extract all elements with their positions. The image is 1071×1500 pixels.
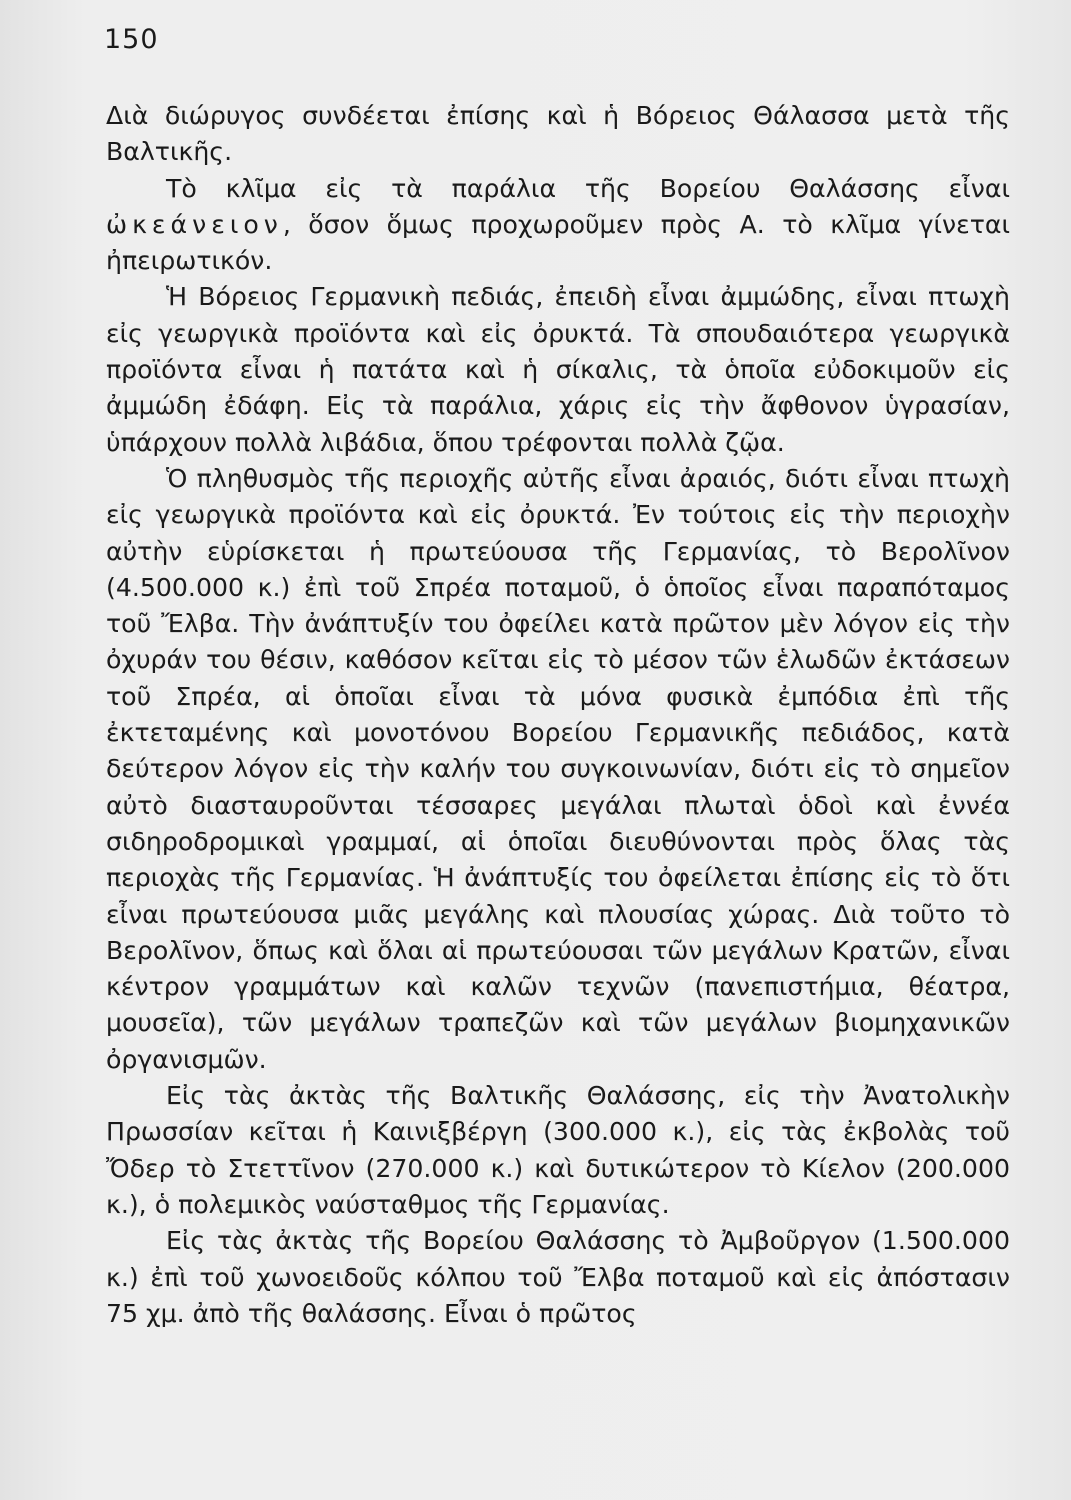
body-text [106,98,1010,1332]
paragraph-5: Εἰς τὰς ἀκτὰς τῆς Βαλτικῆς Θαλάσσης, εἰς τὴν Ἀνατολικὴν Πρωσσίαν κεῖται ἡ Καινιξβέργη (300.000 κ.), εἰς τὰς ἐκβολὰς τοῦ Ὄδερ τὸ Στεττῖνον (270.000 κ.) καὶ δυτικώτερον τὸ Κίελον (200.000 κ.), ὁ πολεμικὸς ναύσταθμος τῆς Γερμανίας. [106,1081,1010,1219]
paragraph-6: Εἰς τὰς ἀκτὰς τῆς Βορείου Θαλάσσης τὸ Ἀμβοῦργον (1.500.000 κ.) ἐπὶ τοῦ χωνοειδοῦς κόλπου τοῦ Ἔλβα ποταμοῦ καὶ εἰς ἀπόστασιν 75 χμ. ἀπὸ τῆς θαλάσσης. Εἶναι ὁ πρῶτος [106,1226,1010,1328]
spaced-word: ὠκεάνειον [106,209,283,239]
paragraph-4: Ὁ πληθυσμὸς τῆς περιοχῆς αὐτῆς εἶναι ἀραιός, διότι εἶναι πτωχὴ εἰς γεωργικὰ προϊόντα καὶ εἰς ὀρυκτά. Ἐν τούτοις εἰς τὴν περιοχὴν αὐτὴν εὑρίσκεται ἡ πρωτεύουσα τῆς Γερμανίας, τὸ Βερολῖνον (4.500.000 κ.) ἐπὶ τοῦ Σπρέα ποταμοῦ, ὁ ὁποῖος εἶναι παραπόταμος τοῦ Ἔλβα. Τὴν ἀνάπτυξίν του ὀφείλει κατὰ πρῶτον μὲν λόγον εἰς τὴν ὀχυράν του θέσιν, καθόσον κεῖται εἰς τὸ μέσον τῶν ἑλωδῶν ἐκτάσεων τοῦ Σπρέα, αἱ ὁποῖαι εἶναι τὰ μόνα φυσικὰ ἐμπόδια ἐπὶ τῆς ἐκτεταμένης καὶ μονοτόνου Βορείου Γερμανικῆς πεδιάδος, κατὰ δεύτερον λόγον εἰς τὴν καλήν του συγκοινωνίαν, διότι εἰς τὸ σημεῖον αὐτὸ διασταυροῦνται τέσσαρες μεγάλαι πλωταὶ ὁδοὶ καὶ ἐννέα σιδηροδρομικαὶ γραμμαί, αἱ ὁποῖαι διευθύνονται πρὸς ὅλας τὰς περιοχὰς τῆς Γερμανίας. Ἡ ἀνάπτυξίς του ὀφείλεται ἐπίσης εἰς τὸ ὅτι εἶναι πρωτεύουσα μιᾶς μεγάλης καὶ πλουσίας χώρας. Διὰ τοῦτο τὸ Βερολῖνον, ὅπως καὶ ὅλαι αἱ πρωτεύουσαι τῶν μεγάλων Κρατῶν, εἶναι κέντρον γραμμάτων καὶ καλῶν τεχνῶν (πανεπιστήμια, θέατρα, μουσεῖα), τῶν μεγάλων τραπεζῶν καὶ τῶν μεγάλων βιομηχανικῶν ὀργανισμῶν. [106,463,1010,1074]
paragraph-2-start: Τὸ κλῖμα εἰς τὰ παράλια τῆς Βορείου Θαλάσσης εἶναι [166,173,1010,203]
paragraph-1: Διὰ διώρυγος συνδέεται ἐπίσης καὶ ἡ Βόρειος Θάλασσα μετὰ τῆς Βαλτικῆς. [106,101,1010,167]
paragraph-3: Ἡ Βόρειος Γερμανικὴ πεδιάς, ἐπειδὴ εἶναι ἀμμώδης, εἶναι πτωχὴ εἰς γεωργικὰ προϊόντα καὶ εἰς ὀρυκτά. Τὰ σπουδαιότερα γεωργικὰ προϊόντα εἶναι ἡ πατάτα καὶ ἡ σίκαλις, τὰ ὁποῖα εὐδοκιμοῦν εἰς ἀμμώδη ἐδάφη. Εἰς τὰ παράλια, χάρις εἰς τὴν ἄφθονον ὑγρασίαν, ὑπάρχουν πολλὰ λιβάδια, ὅπου τρέφονται πολλὰ ζῷα. [106,282,1010,457]
page-number: 150 [104,24,159,55]
paragraph-2 [106,171,1010,280]
paragraph-2-end: , ὅσον ὅμως προχωροῦμεν πρὸς Α. τὸ κλῖμα γίνεται ἠπειρωτικόν. [106,209,1010,276]
